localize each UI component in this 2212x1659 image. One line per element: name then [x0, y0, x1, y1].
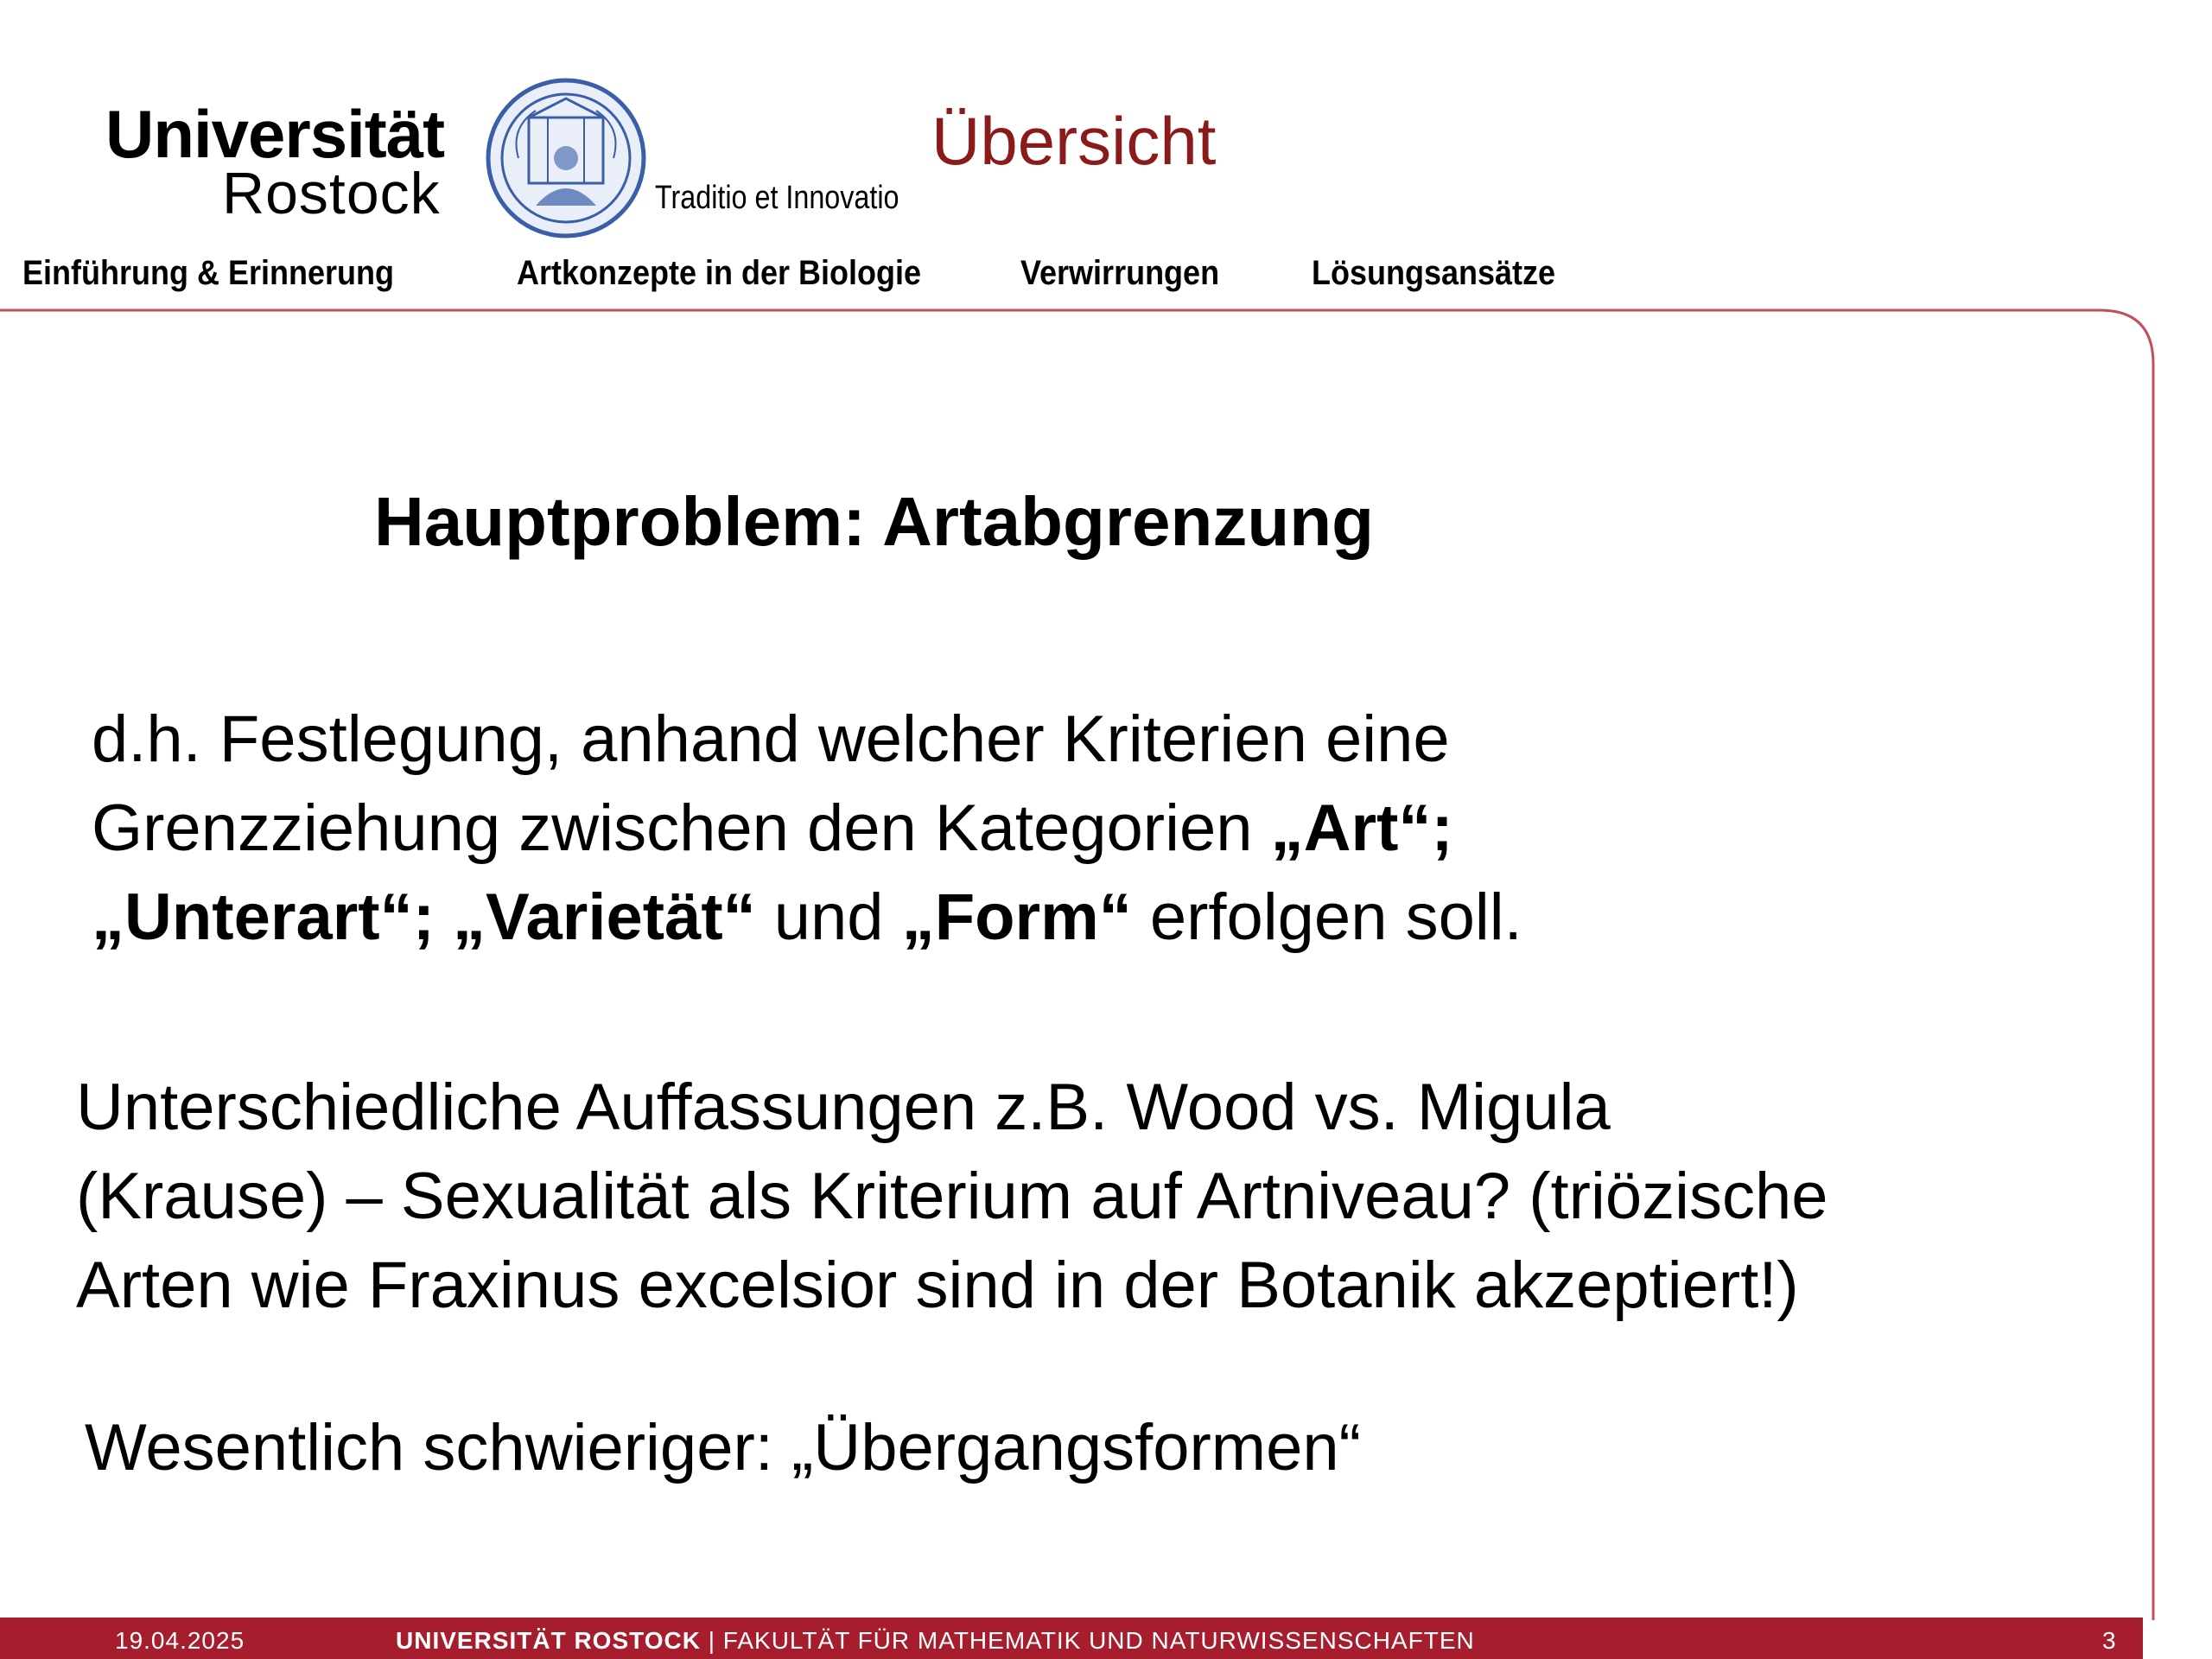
nav-item-loesungsansaetze[interactable]: Lösungsansätze [1312, 254, 1556, 292]
section-title: Übersicht [931, 103, 1217, 179]
university-seal-icon [484, 76, 648, 240]
paragraph-line [92, 784, 1522, 873]
bold-term: „Form“ [901, 880, 1132, 954]
paragraph-line: Unterschiedliche Auffassungen z.B. Wood vs. Migula [76, 1071, 1611, 1144]
paragraph-definition [92, 695, 1522, 962]
nav-item-verwirrungen[interactable]: Verwirrungen [1020, 254, 1220, 292]
text-span: erfolgen soll. [1131, 880, 1522, 954]
footer-organisation [396, 1629, 1475, 1653]
paragraph-line [92, 873, 1522, 962]
slide-heading: Hauptproblem: Artabgrenzung [374, 483, 1374, 560]
footer-bar [0, 1618, 2143, 1659]
paragraph-line: (Krause) – Sexualität als Kriterium auf Artniveau? (triözische [76, 1160, 1828, 1233]
university-motto: Traditio et Innovatio [655, 180, 899, 216]
bold-term: „Art“; [1270, 791, 1453, 865]
footer-faculty: | FAKULTÄT FÜR MATHEMATIK UND NATURWISSENSCHAFTEN [700, 1627, 1475, 1654]
paragraph-uebergangsformen: Wesentlich schwieriger: „Übergangsformen“ [85, 1411, 1361, 1484]
paragraph-line: Arten wie Fraxinus excelsior sind in der Botanik akzeptiert!) [76, 1249, 1799, 1322]
nav-item-einfuehrung[interactable]: Einführung & Erinnerung [22, 254, 394, 292]
footer-org-name: UNIVERSITÄT ROSTOCK [396, 1627, 701, 1654]
page-number: 3 [2102, 1627, 2116, 1654]
bold-term: „Unterart“; „Varietät“ [92, 880, 756, 954]
text-span: und [755, 880, 902, 954]
footer-date: 19.04.2025 [115, 1627, 245, 1654]
logo-line-2: Rostock [222, 161, 441, 226]
nav-item-artkonzepte[interactable]: Artkonzepte in der Biologie [517, 254, 922, 292]
text-span: Grenzziehung zwischen den Kategorien [92, 791, 1271, 865]
paragraph-auffassungen [76, 1063, 1828, 1330]
logo-line-1: Universität [105, 96, 445, 172]
university-logo [105, 96, 477, 230]
paragraph-line: d.h. Festlegung, anhand welcher Kriterien eine [92, 702, 1450, 776]
